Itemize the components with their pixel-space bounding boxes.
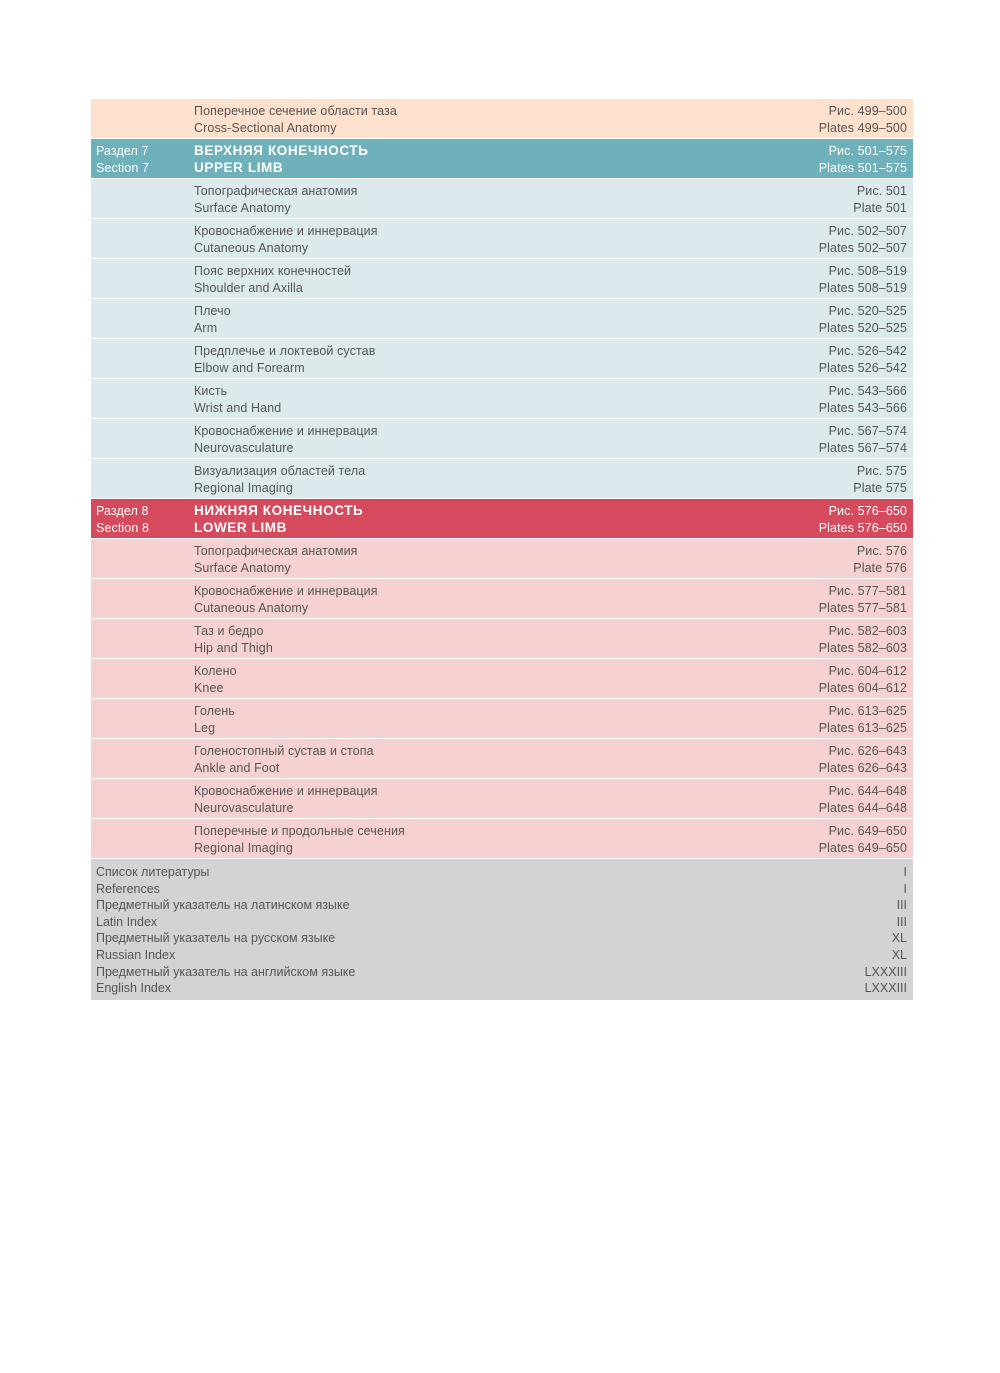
toc-row[interactable]: [91, 339, 913, 379]
toc-row-pages: [819, 223, 907, 256]
reference-page: III: [896, 898, 907, 913]
reference-label: Список литературы: [96, 865, 210, 879]
toc-row[interactable]: [91, 579, 913, 619]
toc-row-title-ru: Предплечье и локтевой сустав: [194, 344, 376, 358]
section-8-header[interactable]: [91, 499, 913, 539]
toc-row-title-en: Elbow and Forearm: [194, 360, 305, 375]
toc-row-plates: Plates 499–500: [818, 120, 907, 135]
toc-row[interactable]: [91, 539, 913, 579]
reference-page: III: [896, 914, 907, 929]
toc-row-pages: [853, 463, 907, 496]
toc-row-fig: Рис. 577–581: [828, 584, 907, 598]
toc-row-fig: Рис. 626–643: [828, 744, 907, 758]
reference-item[interactable]: [96, 914, 907, 931]
toc-row[interactable]: [91, 259, 913, 299]
toc-row-title-en: Knee: [194, 680, 224, 695]
toc-row-fig: Рис. 567–574: [828, 424, 907, 438]
toc-row-title-en: Leg: [194, 720, 216, 735]
toc-row-title-en: Neurovasculature: [194, 800, 294, 815]
reference-item[interactable]: [96, 980, 907, 997]
toc-row-plates: Plates 502–507: [818, 240, 907, 255]
reference-label: References: [96, 881, 160, 896]
toc-row-titles: [194, 463, 365, 496]
toc-row-title-ru: Голеностопный сустав и стопа: [194, 744, 374, 758]
section-title-en: UPPER LIMB: [194, 159, 284, 175]
toc-row-plates: Plate 575: [853, 480, 907, 495]
toc-row-title-ru: Поперечные и продольные сечения: [194, 824, 405, 838]
toc-row-titles: [194, 623, 273, 656]
toc-row-title-ru: Топографическая анатомия: [194, 544, 358, 558]
toc-row-fig: Рис. 520–525: [828, 304, 907, 318]
section-title: [194, 503, 363, 536]
toc-row-titles: [194, 223, 378, 256]
toc-row-fig: Рис. 649–650: [828, 824, 907, 838]
references-and-indexes: [91, 859, 913, 1000]
reference-item[interactable]: [96, 864, 907, 881]
toc-row-titles: [194, 543, 358, 576]
toc-row-plates: Plates 644–648: [818, 800, 907, 815]
section-label-ru: Раздел 8: [96, 504, 149, 518]
toc-row-title-en: Wrist and Hand: [194, 400, 282, 415]
toc-row-title-ru: Топографическая анатомия: [194, 184, 358, 198]
toc-row-title-ru: Кисть: [194, 384, 228, 398]
toc-row-plates: Plates 649–650: [818, 840, 907, 855]
toc-row-fig: Рис. 502–507: [828, 224, 907, 238]
toc-row[interactable]: [91, 379, 913, 419]
toc-row-pages: [819, 663, 907, 696]
toc-row-titles: [194, 823, 405, 856]
section-label: [96, 143, 149, 176]
section-plates: Plates 501–575: [818, 160, 907, 175]
toc-row-titles: [194, 743, 374, 776]
toc-row-fig: Рис. 576: [856, 544, 907, 558]
toc-row-pages: [853, 543, 907, 576]
toc-row-title-ru: Поперечное сечение области таза: [194, 104, 397, 118]
toc-row[interactable]: [91, 459, 913, 499]
toc-row-title-en: Shoulder and Axilla: [194, 280, 303, 295]
toc-row[interactable]: [91, 219, 913, 259]
toc-row-title-ru: Кровоснабжение и иннервация: [194, 784, 378, 798]
toc-row-fig: Рис. 582–603: [828, 624, 907, 638]
section-plates: Plates 576–650: [818, 520, 907, 535]
toc-row-plates: Plate 501: [853, 200, 907, 215]
section-fig: Рис. 501–575: [828, 144, 907, 158]
toc-row-title-ru: Кровоснабжение и иннервация: [194, 584, 378, 598]
toc-row-titles: [194, 663, 237, 696]
toc-row[interactable]: [91, 739, 913, 779]
toc-row-titles: [194, 783, 378, 816]
toc-row[interactable]: [91, 419, 913, 459]
toc-row-plates: Plates 520–525: [818, 320, 907, 335]
toc-row-plates: Plates 582–603: [818, 640, 907, 655]
toc-row-fig: Рис. 508–519: [828, 264, 907, 278]
toc-row[interactable]: [91, 299, 913, 339]
section-label-en: Section 7: [96, 160, 150, 175]
toc-row-title-en: Cutaneous Anatomy: [194, 240, 309, 255]
reference-label: Russian Index: [96, 947, 176, 962]
toc-row[interactable]: [91, 619, 913, 659]
reference-label: Предметный указатель на латинском языке: [96, 898, 350, 913]
toc-row-title-en: Cutaneous Anatomy: [194, 600, 309, 615]
toc-row-title-ru: Пояс верхних конечностей: [194, 264, 352, 278]
toc-row-titles: [194, 303, 231, 336]
toc-row[interactable]: [91, 819, 913, 859]
toc-row-fig: Рис. 613–625: [828, 704, 907, 718]
reference-page: LXXXIII: [864, 981, 907, 996]
reference-page: I: [903, 865, 907, 879]
toc-row-fig: Рис. 499–500: [828, 104, 907, 118]
toc-row-pages: [853, 183, 907, 216]
section-label-en: Section 8: [96, 520, 150, 535]
toc-row-titles: [194, 583, 378, 616]
toc-row-titles: [194, 703, 235, 736]
toc-row-pages: [819, 343, 907, 376]
toc-row-title-ru: Плечо: [194, 304, 231, 318]
reference-item[interactable]: [96, 964, 907, 981]
toc-row-plates: Plates 626–643: [818, 760, 907, 775]
section-title: [194, 143, 369, 176]
toc-row-pages: [819, 303, 907, 336]
toc-row-fig: Рис. 644–648: [828, 784, 907, 798]
reference-item[interactable]: [96, 930, 907, 947]
reference-item[interactable]: [96, 881, 907, 898]
section-title-ru: НИЖНЯЯ КОНЕЧНОСТЬ: [194, 503, 364, 518]
reference-item[interactable]: [96, 947, 907, 964]
toc-row-fig: Рис. 526–542: [828, 344, 907, 358]
section-8-rows: [91, 539, 913, 859]
toc-row[interactable]: [91, 779, 913, 819]
toc-row-fig: Рис. 543–566: [828, 384, 907, 398]
toc-row-title-en: Hip and Thigh: [194, 640, 273, 655]
toc-row-title-en: Cross-Sectional Anatomy: [194, 120, 337, 135]
toc-row-pages: [819, 623, 907, 656]
toc-row-plates: Plates 543–566: [818, 400, 907, 415]
toc-row-title-ru: Кровоснабжение и иннервация: [194, 224, 378, 238]
toc-row-pages: [819, 783, 907, 816]
section-pages: [819, 143, 907, 176]
toc-row-title-en: Regional Imaging: [194, 480, 293, 495]
toc-row-title-en: Arm: [194, 320, 218, 335]
toc-row-plates: Plate 576: [853, 560, 907, 575]
reference-label: Предметный указатель на русском языке: [96, 931, 336, 946]
reference-page: XL: [891, 931, 907, 946]
toc-row-titles: [194, 423, 378, 456]
section-title-ru: ВЕРХНЯЯ КОНЕЧНОСТЬ: [194, 143, 369, 158]
toc-row-title-ru: Кровоснабжение и иннервация: [194, 424, 378, 438]
section-label-ru: Раздел 7: [96, 144, 149, 158]
reference-label: Latin Index: [96, 914, 158, 929]
section-7-rows: [91, 179, 913, 499]
toc-row-pages: [819, 103, 907, 136]
reference-label: Предметный указатель на английском языке: [96, 964, 356, 979]
toc-row-titles: [194, 383, 281, 416]
reference-item[interactable]: [96, 897, 907, 914]
toc-row-plates: Plates 508–519: [818, 280, 907, 295]
toc-row-fig: Рис. 575: [856, 464, 907, 478]
toc-row-pages: [819, 823, 907, 856]
table-of-contents: [91, 99, 913, 1000]
toc-row-title-en: Surface Anatomy: [194, 200, 291, 215]
toc-row-plates: Plates 577–581: [818, 600, 907, 615]
toc-row[interactable]: [91, 179, 913, 219]
toc-row[interactable]: [91, 699, 913, 739]
toc-row-title-ru: Визуализация областей тела: [194, 464, 366, 478]
section-label: [96, 503, 149, 536]
toc-row-titles: [194, 263, 351, 296]
section-pages: [819, 503, 907, 536]
toc-row-plates: Plates 613–625: [818, 720, 907, 735]
toc-row-title-en: Neurovasculature: [194, 440, 294, 455]
toc-row-titles: [194, 343, 375, 376]
reference-page: XL: [891, 947, 907, 962]
toc-row-pages: [819, 263, 907, 296]
toc-row-pages: [819, 583, 907, 616]
toc-row[interactable]: [91, 659, 913, 699]
section-title-en: LOWER LIMB: [194, 519, 287, 535]
toc-row-title-ru: Голень: [194, 704, 235, 718]
toc-row-plates: Plates 526–542: [818, 360, 907, 375]
toc-row-title-en: Ankle and Foot: [194, 760, 280, 775]
toc-row-title-ru: Колено: [194, 664, 237, 678]
toc-row-title-en: Surface Anatomy: [194, 560, 291, 575]
toc-row-pages: [819, 703, 907, 736]
toc-row-plates: Plates 567–574: [818, 440, 907, 455]
toc-row-titles: [194, 103, 397, 136]
toc-row-pages: [819, 423, 907, 456]
toc-row-title-ru: Таз и бедро: [194, 624, 264, 638]
toc-row-titles: [194, 183, 358, 216]
reference-page: LXXXIII: [864, 964, 907, 979]
toc-row-plates: Plates 604–612: [818, 680, 907, 695]
section-7-header[interactable]: [91, 139, 913, 179]
toc-row-cross-sectional-anatomy[interactable]: [91, 99, 913, 139]
reference-label: English Index: [96, 981, 172, 996]
section-fig: Рис. 576–650: [828, 504, 907, 518]
reference-page: I: [903, 881, 907, 896]
toc-row-fig: Рис. 604–612: [828, 664, 907, 678]
toc-row-pages: [819, 383, 907, 416]
toc-row-title-en: Regional Imaging: [194, 840, 293, 855]
toc-row-fig: Рис. 501: [856, 184, 907, 198]
toc-row-pages: [819, 743, 907, 776]
